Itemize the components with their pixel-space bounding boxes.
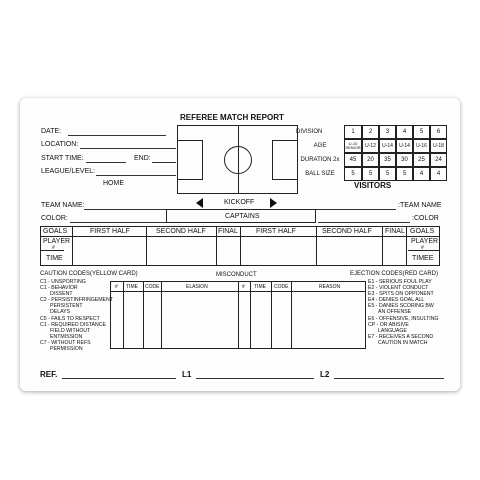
home-label: HOME — [103, 180, 124, 187]
duration-cell: 24 — [430, 153, 447, 167]
start-time-line[interactable] — [86, 162, 126, 163]
division-cell: 6 — [430, 125, 447, 139]
misconduct-right-reason-header: REASON — [319, 284, 341, 290]
first-half-left-label: FIRST HALF — [90, 228, 130, 235]
ejection-code: E5 - DANIES SCORING BW — [368, 303, 434, 310]
ejection-code-list — [368, 279, 439, 346]
duration-cell: 35 — [379, 153, 396, 167]
caution-code: PERSISTENT — [50, 303, 83, 310]
ejection-code: E1 - SERIOUS FOUL PLAY — [368, 279, 432, 285]
field-diagram — [177, 125, 298, 194]
ejection-code: E6 - OFFENSIVE, INSULTING — [368, 315, 439, 322]
team-name-right-label: :TEAM NAME — [398, 202, 442, 209]
division-cell: 2 — [362, 125, 379, 139]
caution-code: C2 - PERSISTINFRINGEMENT — [40, 297, 113, 304]
goals-right-label: GOALS — [410, 228, 435, 235]
division-cell: 5 — [413, 125, 430, 139]
age-cell: U-14 — [379, 139, 396, 153]
left-penalty-box — [177, 140, 203, 180]
score-col-divider — [146, 226, 147, 266]
score-table-row-divider — [408, 250, 440, 251]
time-left-label: TIME — [46, 255, 63, 262]
goals-left-label: GOALS — [43, 228, 68, 235]
l1-signature-label: L1 — [182, 370, 192, 379]
misconduct-left-num-header: # — [115, 284, 118, 290]
ejection-code: AN OFFENSE — [378, 309, 412, 316]
caution-code: C1 - BEHAVIOR — [40, 285, 78, 292]
player-right-label: PLAYER — [411, 238, 439, 245]
color-left-line[interactable] — [70, 222, 166, 223]
age-cell: U-10 SENIOR — [344, 139, 362, 153]
team-name-left-label: TEAM NAME: — [41, 202, 85, 209]
ball-size-cell: 4 — [430, 167, 447, 181]
arrow-right-icon[interactable] — [270, 198, 277, 208]
division-cell: 3 — [379, 125, 396, 139]
player-left-label: PLAYER — [43, 238, 71, 245]
misconduct-col-divider — [250, 281, 251, 349]
visitors-label: VISITORS — [354, 181, 392, 190]
player-num-right-label: # — [421, 245, 424, 251]
center-circle — [224, 146, 252, 174]
ball-size-cell: 4 — [413, 167, 430, 181]
ball-size-cell: 5 — [362, 167, 379, 181]
caution-code: C7 - WITHOUT REFS — [40, 339, 91, 346]
ejection-code: E3 - SPITS ON OPPONENT — [368, 291, 434, 298]
misconduct-right-time-header: TIME — [254, 284, 266, 290]
division-cell: 1 — [344, 125, 362, 139]
ref-signature-label: REF. — [40, 370, 58, 379]
l2-signature-line[interactable] — [334, 378, 444, 379]
color-left-label: COLOR: — [41, 215, 68, 222]
misconduct-right-num-header: # — [242, 284, 245, 290]
duration-cell: 20 — [362, 153, 379, 167]
age-label: AGE — [313, 143, 327, 149]
league-level-label: LEAGUE/LEVEL: — [41, 168, 96, 175]
caution-code: DISSENT — [50, 291, 73, 298]
age-cell: U-18 — [430, 139, 447, 153]
score-col-divider — [406, 226, 407, 266]
misconduct-right-code-header: CODE — [274, 284, 289, 290]
end-line[interactable] — [152, 162, 176, 163]
ejection-code: CP - OR ABISIVE — [368, 321, 409, 328]
second-half-right-label: SECOND HALF — [322, 228, 372, 235]
ejection-code: E2 - VIOLENT CONDUCT — [368, 285, 429, 292]
captains-label: CAPTAINS — [225, 213, 260, 220]
caution-code: ENTMISSION — [50, 333, 83, 340]
color-right-label: :COLOR — [412, 215, 439, 222]
caution-code: DELAYS — [50, 309, 71, 316]
score-col-divider — [240, 226, 241, 266]
l2-signature-label: L2 — [320, 370, 330, 379]
misconduct-col-divider — [123, 281, 124, 349]
duration-cell: 25 — [413, 153, 430, 167]
misconduct-header: MISCONDUCT — [216, 272, 257, 278]
caution-code: C1 - REQUIRED DISTANCE — [40, 321, 106, 328]
location-label: LOCATION: — [41, 141, 79, 148]
score-col-divider — [316, 226, 317, 266]
final-right-label: FINAL — [385, 228, 405, 235]
timee-right-label: TIMEE — [412, 255, 434, 262]
location-line[interactable] — [80, 148, 176, 149]
misconduct-col-divider — [238, 281, 239, 349]
age-cell: U-12 — [362, 139, 379, 153]
score-col-divider — [72, 226, 73, 266]
misconduct-left-code-header: CODE — [145, 284, 160, 290]
duration-cell: 30 — [396, 153, 413, 167]
misconduct-left-time-header: TIME — [126, 284, 138, 290]
league-level-line[interactable] — [96, 175, 176, 176]
caution-code: FIELD WITHOUT — [50, 327, 91, 334]
age-cell: U-16 — [413, 139, 430, 153]
caution-codes-header: CAUTION CODES(YELLOW CARD) — [40, 271, 138, 277]
score-col-divider — [216, 226, 217, 266]
score-col-divider — [382, 226, 383, 266]
ball-size-cell: 5 — [396, 167, 413, 181]
misconduct-col-divider — [161, 281, 162, 349]
referee-report-card — [20, 98, 460, 391]
date-line[interactable] — [68, 135, 166, 136]
team-name-left-line[interactable] — [84, 209, 178, 210]
misconduct-col-divider — [143, 281, 144, 349]
ball-size-cell: 5 — [379, 167, 396, 181]
caution-code: C1 - UNSPORTING — [40, 279, 86, 285]
report-title: REFEREE MATCH REPORT — [180, 113, 284, 122]
final-left-label: FINAL — [218, 228, 238, 235]
division-cell: 4 — [396, 125, 413, 139]
right-penalty-box — [272, 140, 298, 180]
ejection-codes-header: EJECTION CODES(RED CARD) — [350, 271, 439, 277]
caution-code: PERMISSION — [50, 346, 83, 353]
color-right-line[interactable] — [318, 222, 410, 223]
ball-size-cell: 5 — [344, 167, 362, 181]
date-label: DATE: — [41, 128, 62, 135]
start-time-label: START TIME: — [41, 155, 84, 162]
second-half-left-label: SECOND HALF — [156, 228, 206, 235]
misconduct-col-divider — [291, 281, 292, 349]
ejection-code: E7 - RECEIVES A SECOND — [368, 333, 434, 340]
kickoff-label: KICKOFF — [224, 199, 255, 206]
misconduct-left-reason-header: ELASION — [186, 284, 208, 290]
misconduct-col-divider — [271, 281, 272, 349]
player-num-left-label: # — [52, 245, 55, 251]
first-half-right-label: FIRST HALF — [256, 228, 296, 235]
ref-signature-line[interactable] — [62, 378, 176, 379]
age-cell: U-14 — [396, 139, 413, 153]
caution-code: C5 - FAILS TO RESPECT — [40, 315, 100, 322]
division-label: DIVISION — [296, 129, 323, 135]
caution-code-list — [40, 279, 113, 352]
duration-label: DURATION 2x — [300, 157, 340, 163]
ejection-code: E4 - DENIES GOAL ALL — [368, 297, 425, 304]
arrow-left-icon[interactable] — [196, 198, 203, 208]
ejection-code: LANGUAGE — [378, 327, 407, 334]
duration-cell: 45 — [344, 153, 362, 167]
l1-signature-line[interactable] — [196, 378, 314, 379]
ball-size-label: BALL SIZE — [305, 171, 335, 177]
ejection-code: CAUTION IN MATCH — [378, 339, 428, 346]
end-label: END: — [134, 155, 151, 162]
